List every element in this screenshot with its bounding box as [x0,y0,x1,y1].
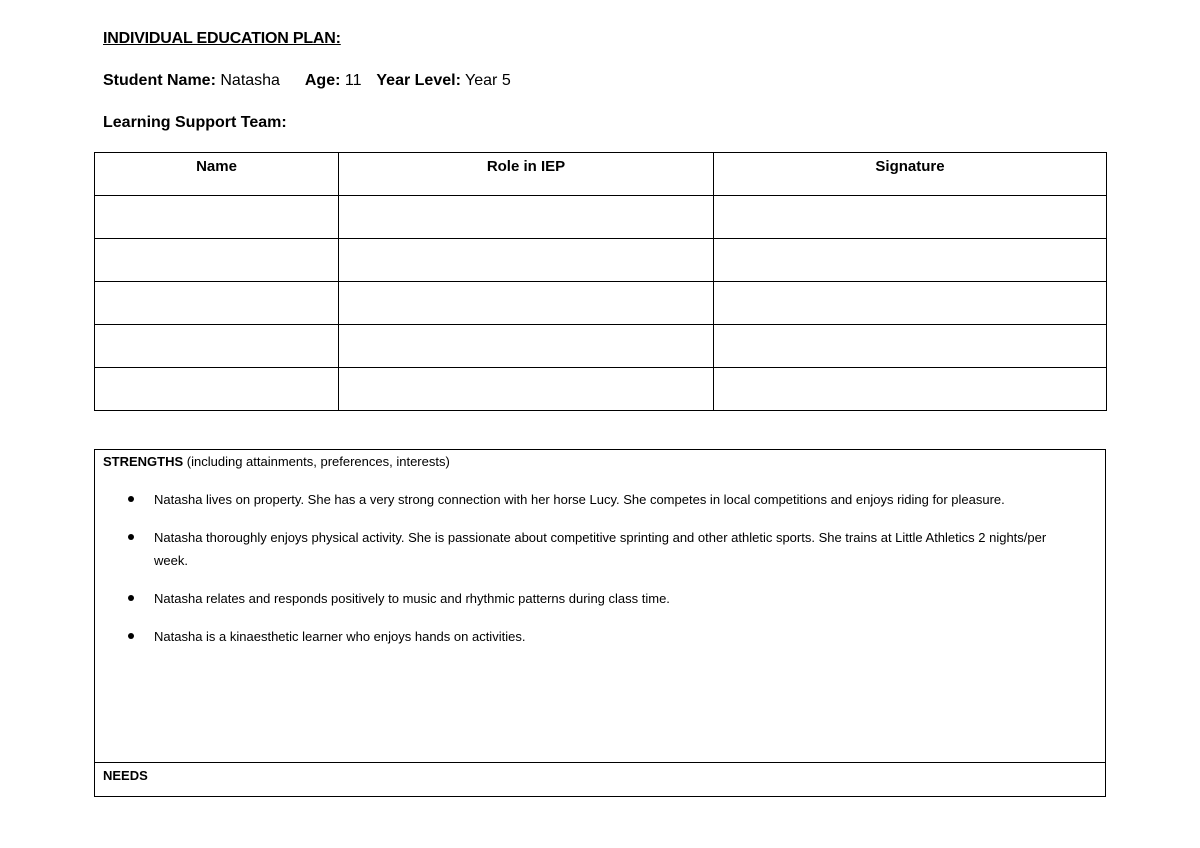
list-item-text: Natasha thoroughly enjoys physical activity. She is passionate about competitive sprinting and other athletic sports. She trains at Little Athletics 2 nights/per week. [154,530,1047,568]
signature-cell[interactable] [714,368,1107,411]
learning-support-team-label: Learning Support Team: [103,114,287,131]
table-row [95,282,1107,325]
role-cell[interactable] [339,196,714,239]
signature-cell[interactable] [714,239,1107,282]
bullet-icon [128,534,134,540]
learning-support-team-table [94,152,1107,411]
list-item [95,526,1095,572]
name-cell[interactable] [95,239,339,282]
table-row [95,368,1107,411]
list-item [95,488,1095,511]
list-item [95,625,1095,648]
student-name-value: Natasha [220,72,280,89]
strengths-heading [103,454,450,470]
name-cell[interactable] [95,196,339,239]
signature-cell[interactable] [714,325,1107,368]
signature-cell[interactable] [714,196,1107,239]
year-level-value: Year 5 [465,72,511,89]
column-header-name: Name [95,153,339,196]
strengths-list [95,488,1095,663]
student-name-label: Student Name: [103,72,216,89]
strengths-needs-box [94,449,1106,797]
table-header-row [95,153,1107,196]
name-cell[interactable] [95,282,339,325]
needs-heading: NEEDS [103,768,148,783]
age-value: 11 [344,72,362,89]
list-item-text: Natasha relates and responds positively to music and rhythmic patterns during class time. [154,591,670,606]
role-cell[interactable] [339,239,714,282]
strengths-title: STRENGTHS [103,454,184,469]
table-row [95,239,1107,282]
column-header-role: Role in IEP [339,153,714,196]
column-header-signature: Signature [714,153,1107,196]
role-cell[interactable] [339,325,714,368]
role-cell[interactable] [339,282,714,325]
name-cell[interactable] [95,325,339,368]
list-item-text: Natasha is a kinaesthetic learner who enjoys hands on activities. [154,629,526,644]
bullet-icon [128,496,134,502]
age-label: Age: [304,72,341,89]
role-cell[interactable] [339,368,714,411]
document-title: INDIVIDUAL EDUCATION PLAN: [103,30,341,47]
name-cell[interactable] [95,368,339,411]
table-row [95,196,1107,239]
bullet-icon [128,633,134,639]
signature-cell[interactable] [714,282,1107,325]
strengths-section [95,450,1105,763]
table-row [95,325,1107,368]
list-item [95,587,1095,610]
student-info-line [103,71,511,91]
list-item-text: Natasha lives on property. She has a very strong connection with her horse Lucy. She competes in local competitions and enjoys riding for pleasure. [154,492,1005,507]
strengths-note: (including attainments, preferences, interests) [183,454,450,469]
year-level-label: Year Level: [376,72,461,89]
bullet-icon [128,595,134,601]
